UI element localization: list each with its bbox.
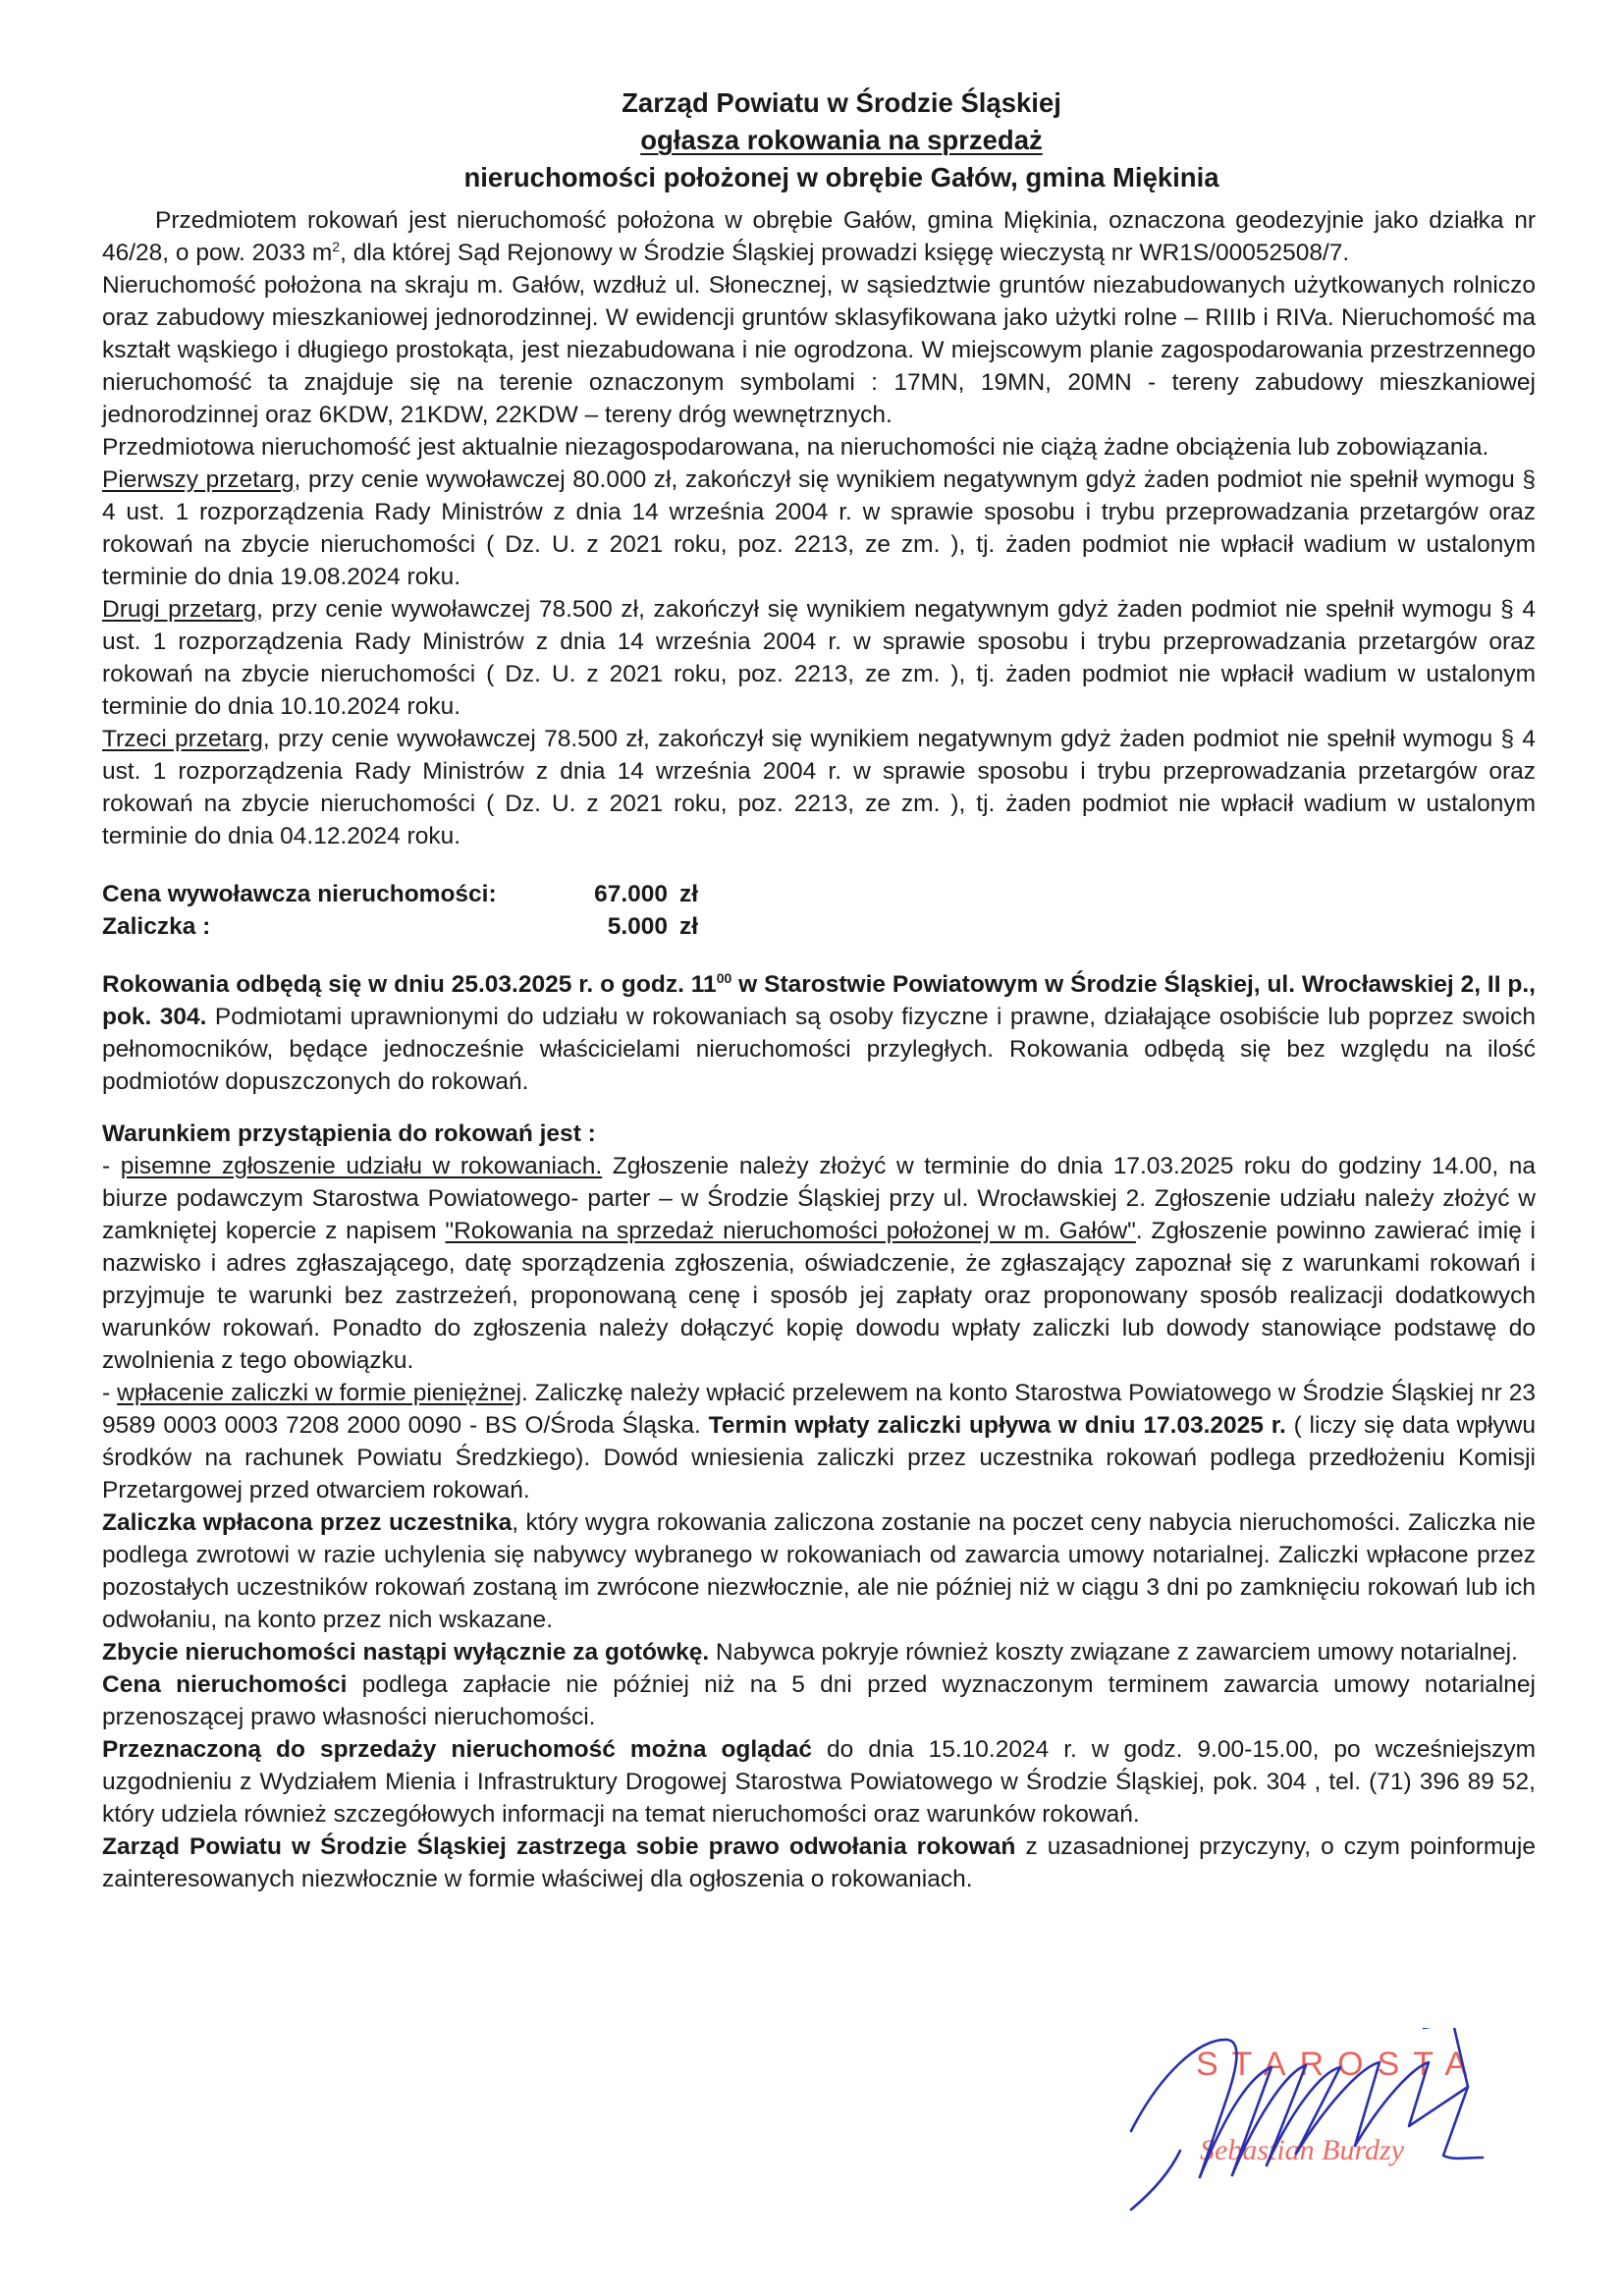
starting-price-currency: zł [679, 881, 699, 907]
conditions-heading: Warunkiem przystąpienia do rokowań jest : [102, 1121, 596, 1147]
condition-item-1: - pisemne zgłoszenie udziału w rokowaniach. Zgłoszenie należy złożyć w terminie do dnia 17.03.2025 roku do godziny 14.00, na biurze podawczym Starostwa Powiatowego- parter – w Środzie Śląskiej przy ul. Wrocławskiej 2. Zgłoszenie udziału należy złożyć w zamkniętej kopercie z napisem "Rokowania na sprzedaż nieruchomości położonej w m. Gałów". Zgłoszenie powinno zawierać imię i nazwisko i adres zgłaszającego, datę sporządzenia zgłoszenia, oświadczenie, że zgłaszający zapoznał się z warunkami rokowań i przyjmuje te warunki bez zastrzeżeń, proponowaną cenę i sposób jej zapłaty oraz proponowany sposób realizacji dodatkowych warunków rokowań. Ponadto do zgłoszenia należy dołączyć kopię dowodu wpłaty zaliczki lub dowody stanowiące podstawę do zwolnienia z tego obowiązku. [102, 1153, 1537, 1374]
deposit-currency: zł [679, 913, 699, 940]
starting-price-value: 67.000 [594, 881, 668, 907]
starting-price-row [102, 878, 1536, 910]
handwritten-signature-icon [1129, 2028, 1522, 2224]
tender-1: Pierwszy przetarg, przy cenie wywoławczej 80.000 zł, zakończył się wynikiem negatywnym gdyż żaden podmiot nie spełnił wymogu § 4 ust. 1 rozporządzenia Rady Ministrów z dnia 14 września 2004 r. w sprawie sposobu i trybu przeprowadzania przetargów oraz rokowań na zbycie nieruchomości ( Dz. U. z 2021 roku, poz. 2213, ze zm. ), tj. żaden podmiot nie wpłacił wadium w ustalonym terminie do dnia 19.08.2024 roku. [102, 466, 1536, 590]
deposit-row [102, 910, 1536, 943]
header-line-1: Zarząd Powiatu w Środzie Śląskiej [622, 87, 1061, 118]
announcement-document [102, 84, 1536, 1895]
envelope-caption: "Rokowania na sprzedaż nieruchomości położonej w m. Gałów" [445, 1218, 1136, 1244]
tender-1-label: Pierwszy przetarg [102, 466, 295, 493]
header-line-2: ogłasza rokowania na sprzedaż [640, 125, 1043, 155]
tender-3: Trzeci przetarg, przy cenie wywoławczej 78.500 zł, zakończył się wynikiem negatywnym gdyż żaden podmiot nie spełnił wymogu § 4 ust. 1 rozporządzenia Rady Ministrów z dnia 14 września 2004 r. w sprawie sposobu i trybu przeprowadzania przetargów oraz rokowań na zbycie nieruchomości ( Dz. U. z 2021 roku, poz. 2213, ze zm. ), tj. żaden podmiot nie wpłacił wadium w ustalonym terminie do dnia 04.12.2024 roku. [102, 726, 1537, 849]
rule-cash: Zbycie nieruchomości nastąpi wyłącznie za gotówkę. Nabywca pokryje również koszty związane z zawarciem umowy notarialnej. [102, 1639, 1518, 1666]
rules-section [102, 1506, 1536, 1895]
header-line-3: nieruchomości położonej w obrębie Gałów, gmina Miękinia [463, 162, 1219, 192]
deposit-value: 5.000 [607, 913, 668, 940]
signature-stamp [1129, 2028, 1522, 2224]
condition-item-2: - wpłacenie zaliczki w formie pieniężnej. Zaliczkę należy wpłacić przelewem na konto Starostwa Powiatowego w Środzie Śląskiej nr 23 9589 0003 0003 7208 2000 0090 - BS O/Środa Śląska. Termin wpłaty zaliczki upływa w dniu 17.03.2025 r. ( liczy się data wpływu środków na rachunek Powiatu Średzkiego). Dowód wniesienia zaliczki przez uczestnika rokowań podlega przedłożeniu Komisji Przetargowej przed otwarciem rokowań. [102, 1380, 1536, 1503]
rule-deposit: Zaliczka wpłacona przez uczestnika, który wygra rokowania zaliczona zostanie na poczet ceny nabycia nieruchomości. Zaliczka nie podlega zwrotowi w razie uchylenia się nabywcy wybranego w rokowaniach od zawarcia umowy notarialnej. Zaliczki wpłacone przez pozostałych uczestników rokowań zostaną im zwrócone niezwłocznie, ale nie później niż w ciągu 3 dni po zamknięciu rokowań lub ich odwołaniu, na konto przez nich wskazane. [102, 1509, 1536, 1633]
conditions-section [102, 1118, 1536, 1506]
condition-2-label: wpłacenie zaliczki w formie pieniężnej [117, 1380, 522, 1406]
tender-2: Drugi przetarg, przy cenie wywoławczej 78.500 zł, zakończył się wynikiem negatywnym gdyż żaden podmiot nie spełnił wymogu § 4 ust. 1 rozporządzenia Rady Ministrów z dnia 14 września 2004 r. w sprawie sposobu i trybu przeprowadzania przetargów oraz rokowań na zbycie nieruchomości ( Dz. U. z 2021 roku, poz. 2213, ze zm. ), tj. żaden podmiot nie wpłacił wadium w ustalonym terminie do dnia 10.10.2024 roku. [102, 596, 1536, 720]
stamp-name: Sebastian Burdzy [1200, 2134, 1405, 2166]
price-summary [102, 878, 1536, 943]
starting-price-label: Cena wywoławcza nieruchomości: [102, 881, 497, 907]
rule-viewing: Przeznaczoną do sprzedaży nieruchomość można oglądać do dnia 15.10.2024 r. w godz. 9.00-15.00, po wcześniejszym uzgodnieniu z Wydziałem Mienia i Infrastruktury Drogowej Starostwa Powiatowego w Środzie Śląskiej, pok. 304 , tel. (71) 396 89 52, który udziela również szczegółowych informacji na temat nieruchomości oraz warunków rokowań. [102, 1736, 1536, 1828]
stamp-title: STAROSTA [1196, 2046, 1482, 2083]
intro-paragraph-3: Przedmiotowa nieruchomość jest aktualnie niezagospodarowana, na nieruchomości nie ciążą żadne obciążenia lub zobowiązania. [102, 434, 1489, 461]
rule-cancel: Zarząd Powiatu w Środzie Śląskiej zastrzega sobie prawo odwołania rokowań z uzasadnionej przyczyny, o czym poinformuje zainteresowanych niezwłocznie w formie właściwej dla ogłoszenia o rokowaniach. [102, 1833, 1536, 1892]
intro-paragraph-2: Nieruchomość położona na skraju m. Gałów, wzdłuż ul. Słonecznej, w sąsiedztwie gruntów niezabudowanych użytkowanych rolniczo oraz zabudowy mieszkaniowej jednorodzinnej. W ewidencji gruntów sklasyfikowana jako użytki rolne – RIIIb i RIVa. Nieruchomość ma kształt wąskiego i długiego prostokąta, jest niezabudowana i nie ogrodzona. W miejscowym planie zagospodarowania przestrzennego nieruchomość ta znajduje się na terenie oznaczonym symbolami : 17MN, 19MN, 20MN - tereny zabudowy mieszkaniowej jednorodzinnej oraz 6KDW, 21KDW, 22KDW – tereny dróg wewnętrznych. [102, 272, 1536, 428]
tender-2-label: Drugi przetarg [102, 596, 257, 623]
intro-paragraph-1: Przedmiotem rokowań jest nieruchomość położona w obrębie Gałów, gmina Miękinia, oznaczona geodezyjnie jako działka nr 46/28, o pow. 2033 $m^2$, dla której Sąd Rejonowy w Środzie Śląskiej prowadzi księgę wieczystą nr WR1S/00052508/7. [102, 207, 1536, 266]
intro-section [102, 204, 1536, 464]
negotiations-section [102, 968, 1536, 1098]
deposit-deadline: Termin wpłaty zaliczki upływa w dniu 17.03.2025 r. [708, 1412, 1286, 1439]
deposit-label: Zaliczka : [102, 913, 211, 940]
rule-price: Cena nieruchomości podlega zapłacie nie później niż na 5 dni przed wyznaczonym terminem zawarcia umowy notarialnej przenoszącej prawo własności nieruchomości. [102, 1671, 1536, 1730]
condition-1-label: pisemne zgłoszenie udziału w rokowaniach. [120, 1153, 603, 1179]
tender-history [102, 464, 1536, 852]
negotiations-paragraph: Rokowania odbędą się w dniu 25.03.2025 r. o godz. $11^{00}$ w Starostwie Powiatowym w Środzie Śląskiej, ul. Wrocławskiej 2, II p., pok. 304. Podmiotami uprawnionymi do udziału w rokowaniach są osoby fizyczne i prawne, działające osobiście lub poprzez swoich pełnomocników, będące jednocześnie właścicielami nieruchomości przyległych. Rokowania odbędą się bez względu na ilość podmiotów dopuszczonych do rokowań. [102, 969, 1536, 1095]
document-header [88, 84, 1595, 196]
tender-3-label: Trzeci przetarg [102, 726, 263, 752]
